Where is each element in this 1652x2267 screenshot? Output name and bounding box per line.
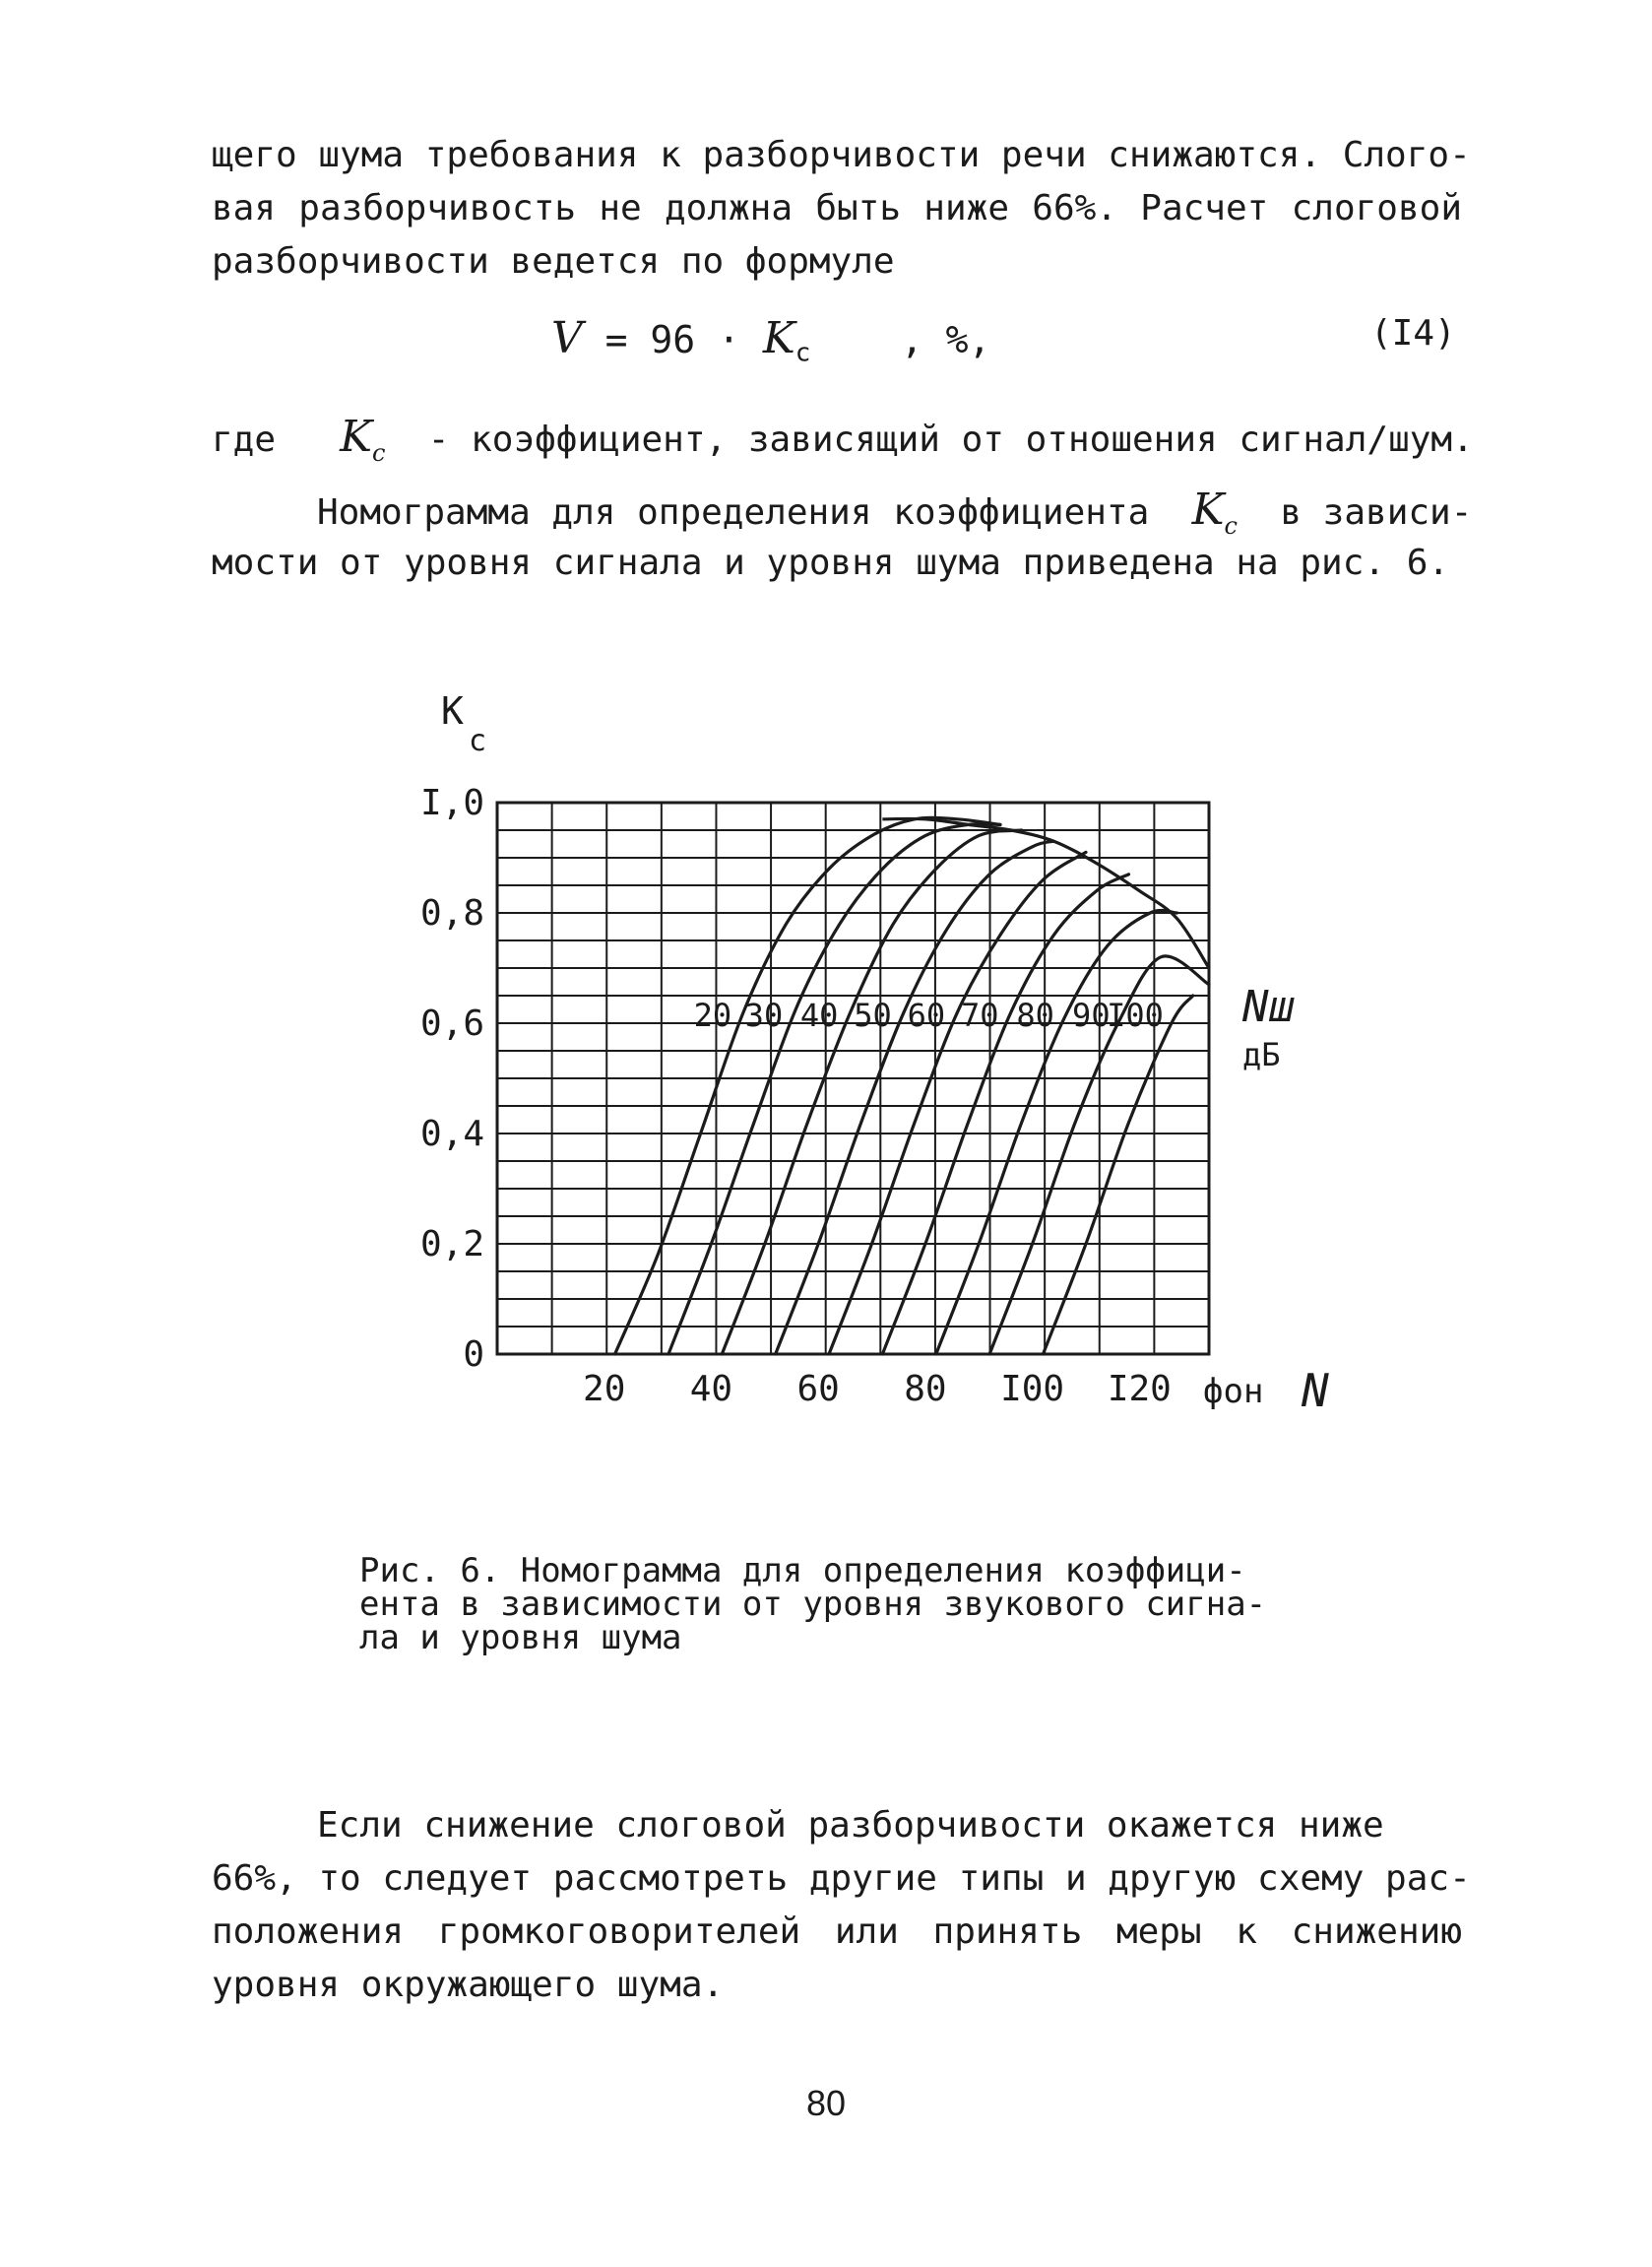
x-axis-symbol: N — [1302, 1364, 1329, 1417]
where-prefix: где — [212, 420, 277, 460]
x-axis-unit: фон — [1203, 1372, 1264, 1411]
paragraph-line: мости от уровня сигнала и уровня шума приведена на рис. 6. — [212, 543, 1450, 583]
envelope-line — [882, 818, 1209, 968]
series-line-70 — [882, 874, 1128, 1354]
y-tick-label: 0,6 — [419, 1004, 484, 1044]
y-axis-label-subscript: с — [469, 724, 487, 758]
series-line-100 — [1044, 996, 1193, 1354]
series-line-40 — [722, 830, 1021, 1354]
x-tick-label: 80 — [904, 1369, 947, 1409]
series-label-80: 80 — [1016, 996, 1054, 1034]
series-label-60: 60 — [907, 996, 946, 1034]
y-tick-label: I,0 — [419, 783, 484, 823]
paragraph-line: 66%, то следует рассмотреть другие типы и другую схему рас- — [212, 1858, 1471, 1899]
figure-caption-line: Рис. 6. Номограмма для определения коэффици- — [359, 1551, 1246, 1590]
chart-series-group — [615, 817, 1209, 1354]
x-tick-label: 40 — [689, 1369, 733, 1409]
figure-caption-line: ента в зависимости от уровня звукового сигна- — [359, 1585, 1267, 1624]
formula-k-subscript: c — [794, 338, 811, 368]
formula-unit: , %, — [900, 318, 991, 361]
y-tick-label: 0,8 — [419, 893, 484, 934]
noise-level-unit: дБ — [1242, 1036, 1281, 1073]
page-number: 80 — [805, 2083, 847, 2123]
series-label-20: 20 — [693, 996, 732, 1034]
kc-symbol: K — [340, 412, 372, 462]
y-tick-label: 0 — [463, 1334, 484, 1375]
x-tick-label: I00 — [1000, 1369, 1065, 1409]
kc-symbol: K — [1191, 485, 1225, 535]
y-axis-label: К — [441, 689, 464, 733]
figure-caption-line: ла и уровня шума — [359, 1618, 682, 1657]
chart-grid — [497, 803, 1209, 1354]
kc-subscript: c — [1224, 511, 1238, 540]
formula-equals: = 96 · — [604, 318, 740, 361]
formula-lhs: V — [551, 313, 583, 363]
chart-labels — [420, 689, 1329, 1417]
paragraph-line: вая разборчивость не должна быть ниже 66%. Расчет слоговой — [212, 188, 1462, 228]
plot-frame — [497, 803, 1209, 1354]
paragraph-line: разборчивости ведется по формуле — [212, 241, 895, 282]
series-label-40: 40 — [799, 996, 839, 1034]
series-line-90 — [989, 956, 1209, 1354]
series-label-50: 50 — [854, 996, 892, 1034]
series-line-60 — [829, 852, 1086, 1354]
y-tick-label: 0,2 — [419, 1224, 484, 1264]
x-tick-label: 60 — [796, 1369, 840, 1409]
definition-line — [212, 412, 1474, 479]
definition-text: - коэффициент, зависящий от отношения сигнал/шум. — [427, 420, 1474, 460]
kc-subscript: c — [371, 438, 386, 467]
paragraph-text: Номограмма для определения коэффициента — [317, 492, 1150, 533]
series-line-50 — [776, 841, 1054, 1354]
formula-k: K — [762, 313, 795, 363]
paragraph-line: уровня окружающего шума. — [212, 1965, 725, 2005]
y-tick-label: 0,4 — [419, 1114, 484, 1154]
x-tick-label: I20 — [1107, 1369, 1172, 1409]
noise-level-label: Nш — [1242, 982, 1295, 1032]
formula — [551, 313, 990, 368]
paragraph-line: положения громкоговорителей или принять меры к снижению — [212, 1911, 1462, 1952]
equation-number: (I4) — [1370, 313, 1456, 354]
x-tick-label: 20 — [583, 1369, 626, 1409]
series-label-70: 70 — [960, 996, 999, 1034]
series-line-80 — [936, 911, 1177, 1354]
series-label-30: 30 — [744, 996, 784, 1034]
paragraph-text: в зависи- — [1280, 492, 1473, 533]
paragraph-line: щего шума требования к разборчивости речи снижаются. Слого- — [212, 135, 1471, 175]
series-line-30 — [668, 824, 1000, 1354]
series-line-20 — [615, 817, 1000, 1354]
series-label-100: I00 — [1107, 996, 1164, 1034]
paragraph-line: Если снижение слоговой разборчивости окажется ниже — [317, 1805, 1384, 1846]
series-label-90: 90 — [1072, 996, 1111, 1034]
